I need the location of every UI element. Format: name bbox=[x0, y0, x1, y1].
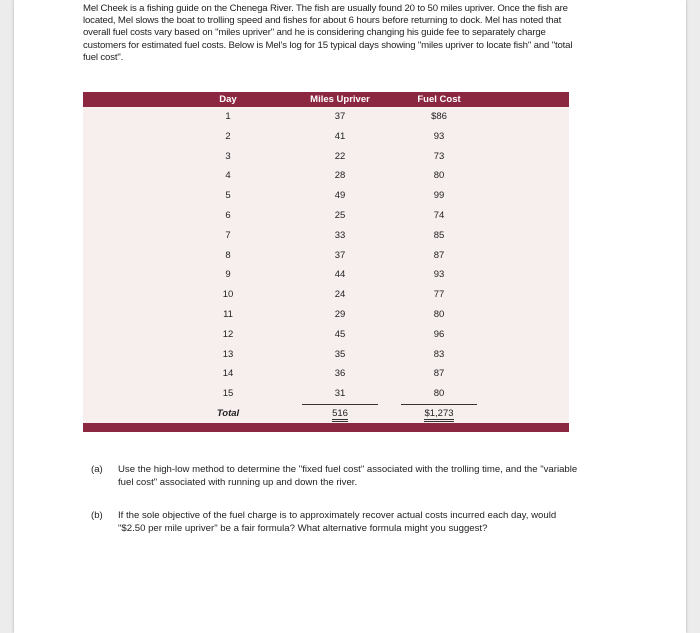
fuel-cost-cell: $86 bbox=[431, 111, 447, 122]
miles-cell: 33 bbox=[334, 229, 346, 241]
day-cell: 12 bbox=[222, 328, 234, 340]
fuel-cost-cell: 80 bbox=[433, 170, 445, 182]
miles-cell: 24 bbox=[334, 289, 346, 301]
fuel-subtotal-rule bbox=[401, 404, 477, 405]
table-row bbox=[83, 151, 569, 163]
day-cell: 2 bbox=[225, 130, 231, 142]
day-cell: 5 bbox=[225, 190, 231, 202]
day-cell: 14 bbox=[222, 368, 234, 380]
day-cell: 3 bbox=[225, 150, 231, 162]
table-row bbox=[83, 269, 569, 281]
miles-cell: 22 bbox=[334, 150, 346, 162]
fuel-cost-cell: 87 bbox=[433, 368, 445, 380]
miles-cell: 44 bbox=[334, 269, 346, 281]
fuel-cost-cell: 73 bbox=[433, 150, 445, 162]
table-row bbox=[83, 309, 569, 321]
fuel-cost-cell: 80 bbox=[433, 309, 445, 320]
day-cell: 7 bbox=[225, 229, 231, 241]
table-header-row bbox=[83, 92, 569, 107]
day-cell: 11 bbox=[223, 309, 233, 320]
day-cell: 13 bbox=[222, 348, 234, 360]
day-cell: 10 bbox=[222, 289, 234, 301]
miles-cell: 35 bbox=[334, 348, 346, 360]
document-page bbox=[14, 0, 686, 633]
table-row bbox=[83, 190, 569, 202]
miles-cell: 49 bbox=[334, 190, 346, 202]
day-cell: 9 bbox=[225, 269, 231, 281]
header-miles-upriver: Miles Upriver bbox=[310, 94, 370, 105]
fuel-cost-cell: 96 bbox=[433, 328, 445, 340]
total-label: Total bbox=[216, 408, 240, 419]
miles-cell: 29 bbox=[334, 309, 346, 320]
table-row bbox=[83, 349, 569, 361]
total-row bbox=[83, 408, 569, 420]
table-footer-bar bbox=[83, 423, 569, 432]
question-b-label: (b) bbox=[91, 510, 103, 521]
intro-paragraph: Mel Cheek is a fishing guide on the Chenega River. The fish are usually found 20 to 50 miles upriver. Once the fish are located, Mel slows the boat to trolling speed and fishes for about 6 hours before returning to dock. Mel has noted that overall fuel costs vary based on "miles upriver" and he is considering changing his guide fee to separately charge customers for estimated fuel costs. Below is Mel's log for 15 typical days showing "miles upriver to locate fish" and "total fuel cost". bbox=[83, 3, 573, 63]
fuel-cost-cell: 77 bbox=[433, 289, 445, 301]
day-cell: 15 bbox=[222, 388, 234, 400]
miles-cell: 36 bbox=[334, 368, 346, 380]
fuel-cost-cell: 83 bbox=[433, 348, 445, 360]
fuel-cost-cell: 93 bbox=[433, 130, 445, 142]
table-row bbox=[83, 111, 569, 123]
fuel-cost-cell: 80 bbox=[433, 388, 445, 400]
miles-cell: 28 bbox=[334, 170, 346, 182]
table-row bbox=[83, 250, 569, 262]
fuel-cost-cell: 85 bbox=[433, 229, 445, 241]
miles-cell: 25 bbox=[334, 210, 346, 221]
total-fuel-value: $1,273 bbox=[424, 408, 453, 422]
header-day: Day bbox=[219, 94, 237, 105]
total-miles-value: 516 bbox=[332, 408, 348, 422]
table-row bbox=[83, 289, 569, 301]
fuel-cost-cell: 99 bbox=[433, 190, 445, 202]
question-a-label: (a) bbox=[91, 464, 103, 475]
miles-cell: 45 bbox=[334, 328, 346, 340]
day-cell: 1 bbox=[225, 111, 231, 122]
total-fuel bbox=[399, 408, 479, 422]
table-row bbox=[83, 230, 569, 242]
miles-subtotal-rule bbox=[302, 404, 378, 405]
fuel-cost-cell: 74 bbox=[433, 210, 445, 221]
table-row bbox=[83, 131, 569, 143]
question-a-text: Use the high-low method to determine the "fixed fuel cost" associated with the trolling time, and the "variable fuel cost" associated with running up and down the river. bbox=[118, 464, 578, 488]
day-cell: 8 bbox=[225, 249, 231, 261]
table-row bbox=[83, 170, 569, 182]
miles-cell: 37 bbox=[334, 111, 346, 122]
table-row bbox=[83, 210, 569, 222]
miles-cell: 31 bbox=[334, 388, 346, 400]
header-fuel-cost: Fuel Cost bbox=[417, 94, 461, 105]
total-miles bbox=[300, 408, 380, 422]
miles-cell: 41 bbox=[334, 130, 346, 142]
day-cell: 4 bbox=[225, 170, 231, 182]
fuel-cost-cell: 87 bbox=[433, 249, 445, 261]
question-b-text: If the sole objective of the fuel charge is to approximately recover actual costs incurred each day, would "$2.50 per mile upriver" be a fair formula? What alternative formula might you suggest? bbox=[118, 510, 557, 534]
table-row bbox=[83, 388, 569, 400]
table-row bbox=[83, 368, 569, 380]
miles-cell: 37 bbox=[334, 249, 346, 261]
table-row bbox=[83, 329, 569, 341]
fuel-cost-cell: 93 bbox=[433, 269, 445, 281]
fuel-log-table bbox=[83, 92, 569, 432]
day-cell: 6 bbox=[225, 210, 231, 221]
